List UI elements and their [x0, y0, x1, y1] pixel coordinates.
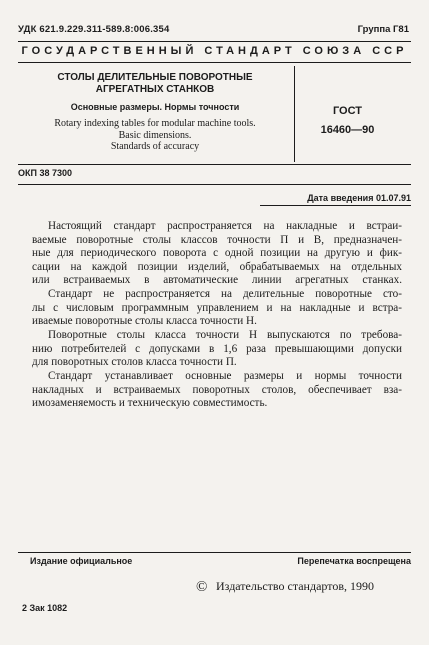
text-line: лы с числовым программным управлением и на накладные и встра- — [32, 301, 402, 314]
title-separator — [294, 66, 295, 162]
gost-number: 16460—90 — [320, 124, 375, 136]
text-line: имозаменяемость и техническую совместимость. — [32, 397, 268, 410]
reprint-prohibited: Перепечатка воспрещена — [297, 556, 411, 566]
text-line: для поворотных столов класса точности П. — [32, 356, 237, 369]
title-rule-bottom — [18, 164, 411, 165]
footer-rule — [18, 552, 411, 553]
header-rule-top — [18, 41, 411, 42]
text-line: Поворотные столы класса точности Н выпускаются по требова- — [48, 329, 402, 341]
text-line: нию потребителей с допусками в 1,6 раза превышающими допуски — [32, 342, 402, 355]
official-edition: Издание официальное — [30, 556, 133, 566]
text-line: ные для периодического поворота с одной позиции на другую и фик- — [32, 247, 402, 260]
text-line: сации на каждой позиции изделий, обрабатываемых на отдельных — [32, 260, 402, 273]
state-standard-heading: ГОСУДАРСТВЕННЫЙ СТАНДАРТ СОЮЗА ССР — [21, 45, 408, 57]
text-line: ваемые поворотные столы классов точности П и В, предназначен- — [32, 233, 402, 246]
english-title — [20, 118, 290, 153]
text-line: Настоящий стандарт распространяется на накладные и встраи- — [48, 220, 402, 232]
gost-label: ГОСТ — [332, 105, 363, 117]
date-rule — [260, 205, 411, 206]
title-subtitle: Основные размеры. Нормы точности — [70, 102, 240, 112]
paragraph-exclusions — [32, 288, 402, 329]
english-title-line-2: Basic dimensions. — [118, 129, 192, 141]
group-code: Группа Г81 — [357, 24, 409, 35]
copyright-icon: © — [196, 579, 208, 595]
english-title-line-3: Standards of accuracy — [110, 141, 200, 152]
title-line-2: АГРЕГАТНЫХ СТАНКОВ — [95, 84, 215, 95]
text-line: накладных и встраиваемых поворотных столов, обеспечивает вза- — [32, 383, 402, 396]
text-line: Стандарт устанавливает основные размеры и нормы точности — [48, 370, 402, 382]
english-title-line-1: Rotary indexing tables for modular machine tools. — [54, 118, 256, 129]
title-block — [20, 72, 290, 96]
paragraph-purpose — [32, 370, 402, 411]
udk-code: УДК 621.9.229.311-589.8:006.354 — [18, 24, 170, 35]
order-number: 2 Зак 1082 — [22, 603, 68, 613]
header-rule-bottom — [18, 62, 411, 63]
title-line-1: СТОЛЫ ДЕЛИТЕЛЬНЫЕ ПОВОРОТНЫЕ — [57, 72, 253, 83]
okp-code: ОКП 38 7300 — [18, 168, 72, 178]
text-line: или встраиваемых в автоматические линии агрегатных станках. — [32, 274, 402, 287]
introduction-date: Дата введения 01.07.91 — [307, 193, 411, 203]
paragraph-class-h — [32, 329, 402, 370]
okp-rule — [18, 184, 411, 185]
text-line: Стандарт не распространяется на делительные поворотные сто- — [48, 288, 402, 300]
publisher: Издательство стандартов, 1990 — [216, 579, 374, 593]
text-line: иваемые поворотные столы класса точности Н. — [32, 315, 257, 328]
paragraph-scope — [32, 220, 402, 288]
